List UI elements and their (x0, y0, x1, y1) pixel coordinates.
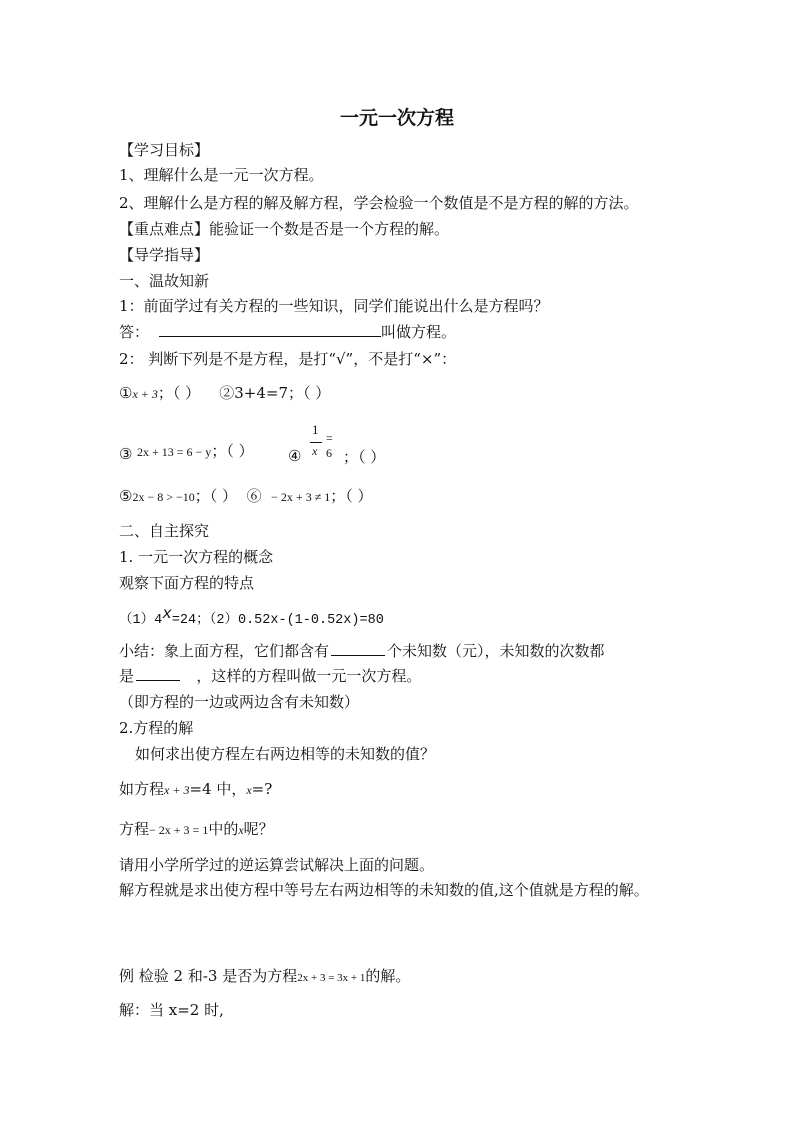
fraction-bar (310, 442, 322, 443)
equation-a-start: （1）4 (119, 613, 163, 628)
how-question: 如何求出使方程左右两边相等的未知数的值？ (135, 745, 436, 763)
exercise-6-tail: ；（ ） (330, 487, 373, 505)
subsection-1: 1. 一元一次方程的概念 (119, 548, 274, 566)
exercise-6-expression: − 2x + 3 ≠ 1 (271, 490, 331, 504)
goals-heading: 【学习目标】 (119, 141, 210, 159)
exercise-2: ②3+4=7；（ ） (219, 384, 331, 402)
exercise-4-tail: ；（ ） (343, 448, 386, 466)
question-2: 2： 判断下列是不是方程，是打“√”，不是打“×”： (119, 350, 457, 368)
example-question-1 (119, 779, 272, 800)
summary-line-1 (119, 641, 605, 661)
exercise-5-tail: ；（ ） (194, 487, 238, 505)
equation-a-variable: x (162, 605, 172, 623)
example-end: 的解。 (365, 967, 411, 985)
summary-note: （即方程的一边或两边含有未知数） (119, 693, 360, 711)
eq-q2-end: 呢？ (243, 820, 274, 838)
exercise-4-fraction (304, 422, 340, 462)
summary-blank-2 (136, 666, 180, 681)
exercise-4-number: ④ (288, 447, 302, 465)
exercise-1-tail: ；（ ） (157, 384, 201, 402)
key-points-label: 【重点难点】 (119, 220, 210, 238)
example-question-2 (119, 819, 274, 840)
definition-line: 解方程就是求出使方程中等号左右两边相等的未知数的值,这个值就是方程的解。 (119, 881, 649, 899)
eq-q2-variable: x (238, 823, 244, 837)
answer-prefix: 答： (119, 323, 150, 341)
example-expression: 2x + 3 = 3x + 1 (297, 972, 366, 984)
exercise-3-number: ③ (119, 445, 133, 463)
subsection-2: 2.方程的解 (119, 719, 194, 737)
summary-1-start: 小结：象上面方程，它们都含有 (119, 642, 330, 660)
eq-q2-start: 方程 (119, 820, 150, 838)
goal-2: 2、理解什么是方程的解及解方程，学会检验一个数值是不是方程的解的方法。 (119, 194, 639, 212)
observe-equations (119, 605, 384, 631)
eq-q1-start: 如方程 (119, 780, 165, 798)
exercise-3-body (137, 441, 254, 462)
exercise-5-expression: 2x − 8 > −10 (132, 490, 195, 504)
exercise-1-number: ① (119, 384, 133, 402)
inverse-operation-line: 请用小学所学过的逆运算尝试解决上面的问题。 (119, 856, 435, 874)
summary-2-end: ，这样的方程叫做一元一次方程。 (196, 667, 422, 685)
answer-suffix: 叫做方程。 (381, 323, 457, 341)
question-1: 1：前面学过有关方程的一些知识，同学们能说出什么是方程吗？ (119, 297, 549, 315)
example-start: 例 检验 2 和-3 是否为方程 (119, 967, 298, 985)
exercise-3-expression: 2x + 13 = 6 − y (137, 445, 212, 459)
exercise-6-number: ⑥ (246, 487, 262, 505)
fraction-numerator: 1 (312, 422, 319, 437)
summary-blank-1 (331, 641, 385, 656)
page-title: 一元一次方程 (339, 107, 454, 129)
fraction-rhs: = 6 (326, 431, 333, 460)
exercise-3-tail: ；（ ） (211, 442, 254, 460)
guide-heading: 【导学指导】 (119, 246, 210, 264)
exercise-1-expression: x + 3 (132, 387, 158, 401)
fraction-denominator: x (312, 444, 318, 458)
eq-q1-mid: =4 中， (189, 780, 247, 798)
summary-2-start: 是 (119, 667, 135, 685)
summary-line-2 (119, 666, 421, 686)
section-2-heading: 二、自主探究 (119, 522, 210, 540)
eq-q2-expression: − 2x + 3 = 1 (149, 823, 209, 837)
eq-q2-mid: 中的 (208, 820, 239, 838)
eq-q1-expression: x + 3 (164, 783, 190, 797)
key-points-text: 能验证一个数是否是一个方程的解。 (209, 220, 450, 238)
exercise-row-3 (119, 486, 373, 507)
summary-1-end: 个未知数（元），未知数的次数都 (387, 642, 605, 660)
exercise-5-number: ⑤ (119, 487, 133, 505)
key-points (119, 219, 449, 239)
goal-1: 1、理解什么是一元一次方程。 (119, 166, 324, 184)
exercise-row-1 (119, 383, 330, 404)
answer-blank (159, 322, 381, 337)
equation-a-rest: =24；（2）0.52x-(1-0.52x)=80 (171, 613, 384, 628)
eq-q1-variable: x (246, 783, 252, 797)
eq-q1-end: =? (251, 780, 273, 798)
section-1-heading: 一、温故知新 (119, 272, 210, 290)
answer-line (119, 322, 456, 342)
solution-line: 解：当 x=2 时, (119, 1001, 224, 1019)
exercise-row-2 (119, 444, 132, 464)
example-line (119, 966, 410, 988)
observe-line: 观察下面方程的特点 (119, 574, 255, 592)
